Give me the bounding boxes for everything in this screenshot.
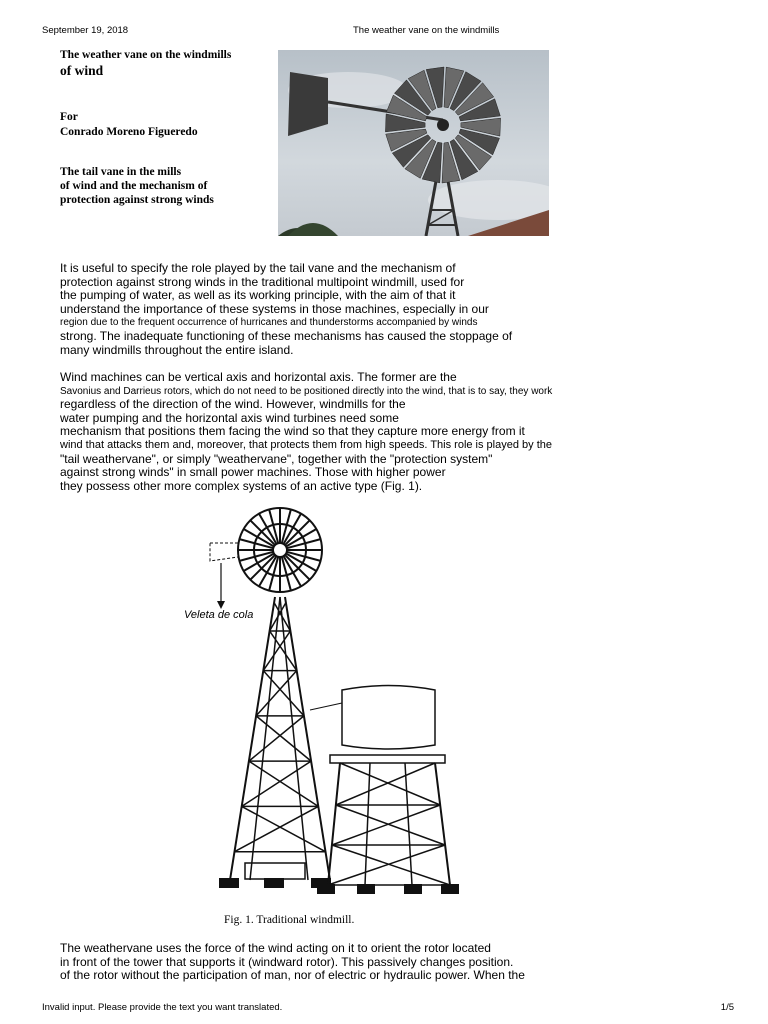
text-line: the pumping of water, as well as its working principle, with the aim of that it <box>60 288 456 303</box>
text-line: wind that attacks them and, moreover, that protects them from high speeds. This role is played by the <box>60 438 552 451</box>
text-line: strong. The inadequate functioning of these mechanisms has caused the stoppage of <box>60 328 513 343</box>
text-line: understand the importance of these systems in those machines, especially in our <box>60 301 489 316</box>
figure-caption: Fig. 1. Traditional windmill. <box>224 914 355 926</box>
windmill-photo <box>278 50 549 236</box>
title-line-1: The weather vane on the windmills <box>60 49 232 61</box>
text-line: against strong winds" in small power machines. Those with higher power <box>60 465 446 480</box>
text-line: regardless of the direction of the wind. However, windmills for the <box>60 397 406 412</box>
article-title <box>60 48 270 80</box>
author-block <box>60 110 198 140</box>
text-line: protection against strong winds in the traditional multipoint windmill, used for <box>60 274 465 289</box>
text-line: It is useful to specify the role played by the tail vane and the mechanism of <box>60 261 456 275</box>
author-prefix: For <box>60 111 78 123</box>
tail-vane-label: Veleta de cola <box>184 609 254 621</box>
author-name: Conrado Moreno Figueredo <box>60 126 198 138</box>
article-subtitle <box>60 165 214 207</box>
text-line: they possess other more complex systems of an active type (Fig. 1). <box>60 478 423 493</box>
text-line: region due to the frequent occurrence of hurricanes and thunderstorms accompanied by winds <box>60 317 478 329</box>
text-line: "tail weathervane", or simply "weathervane", together with the "protection system" <box>60 451 493 466</box>
title-line-2: of wind <box>60 63 104 78</box>
subtitle-line-3: protection against strong winds <box>60 194 214 206</box>
footer-note: Invalid input. Please provide the text you want translated. <box>42 1002 283 1013</box>
paragraph-intro <box>60 262 512 357</box>
page-number: 1/5 <box>720 1002 734 1013</box>
text-line: Wind machines can be vertical axis and horizontal axis. The former are the <box>60 370 457 384</box>
text-line: of the rotor without the participation of man, nor of electric or hydraulic power. When the <box>60 968 525 983</box>
text-line: in front of the tower that supports it (windward rotor). This passively changes position. <box>60 954 514 969</box>
paragraph-wind-machines <box>60 371 552 493</box>
text-line: mechanism that positions them facing the wind so that they capture more energy from it <box>60 424 525 439</box>
paragraph-weathervane <box>60 942 525 983</box>
text-line: many windmills throughout the entire island. <box>60 342 294 357</box>
text-line: The weathervane uses the force of the wind acting on it to orient the rotor located <box>60 941 491 955</box>
subtitle-line-2: of wind and the mechanism of <box>60 180 208 192</box>
windmill-diagram <box>180 505 480 907</box>
header-title: The weather vane on the windmills <box>353 25 500 36</box>
text-line: water pumping and the horizontal axis wind turbines need some <box>60 410 399 425</box>
text-line: Savonius and Darrieus rotors, which do not need to be positioned directly into the wind, that is to say, they work <box>60 385 553 397</box>
subtitle-line-1: The tail vane in the mills <box>60 166 182 178</box>
header-date: September 19, 2018 <box>42 25 129 36</box>
